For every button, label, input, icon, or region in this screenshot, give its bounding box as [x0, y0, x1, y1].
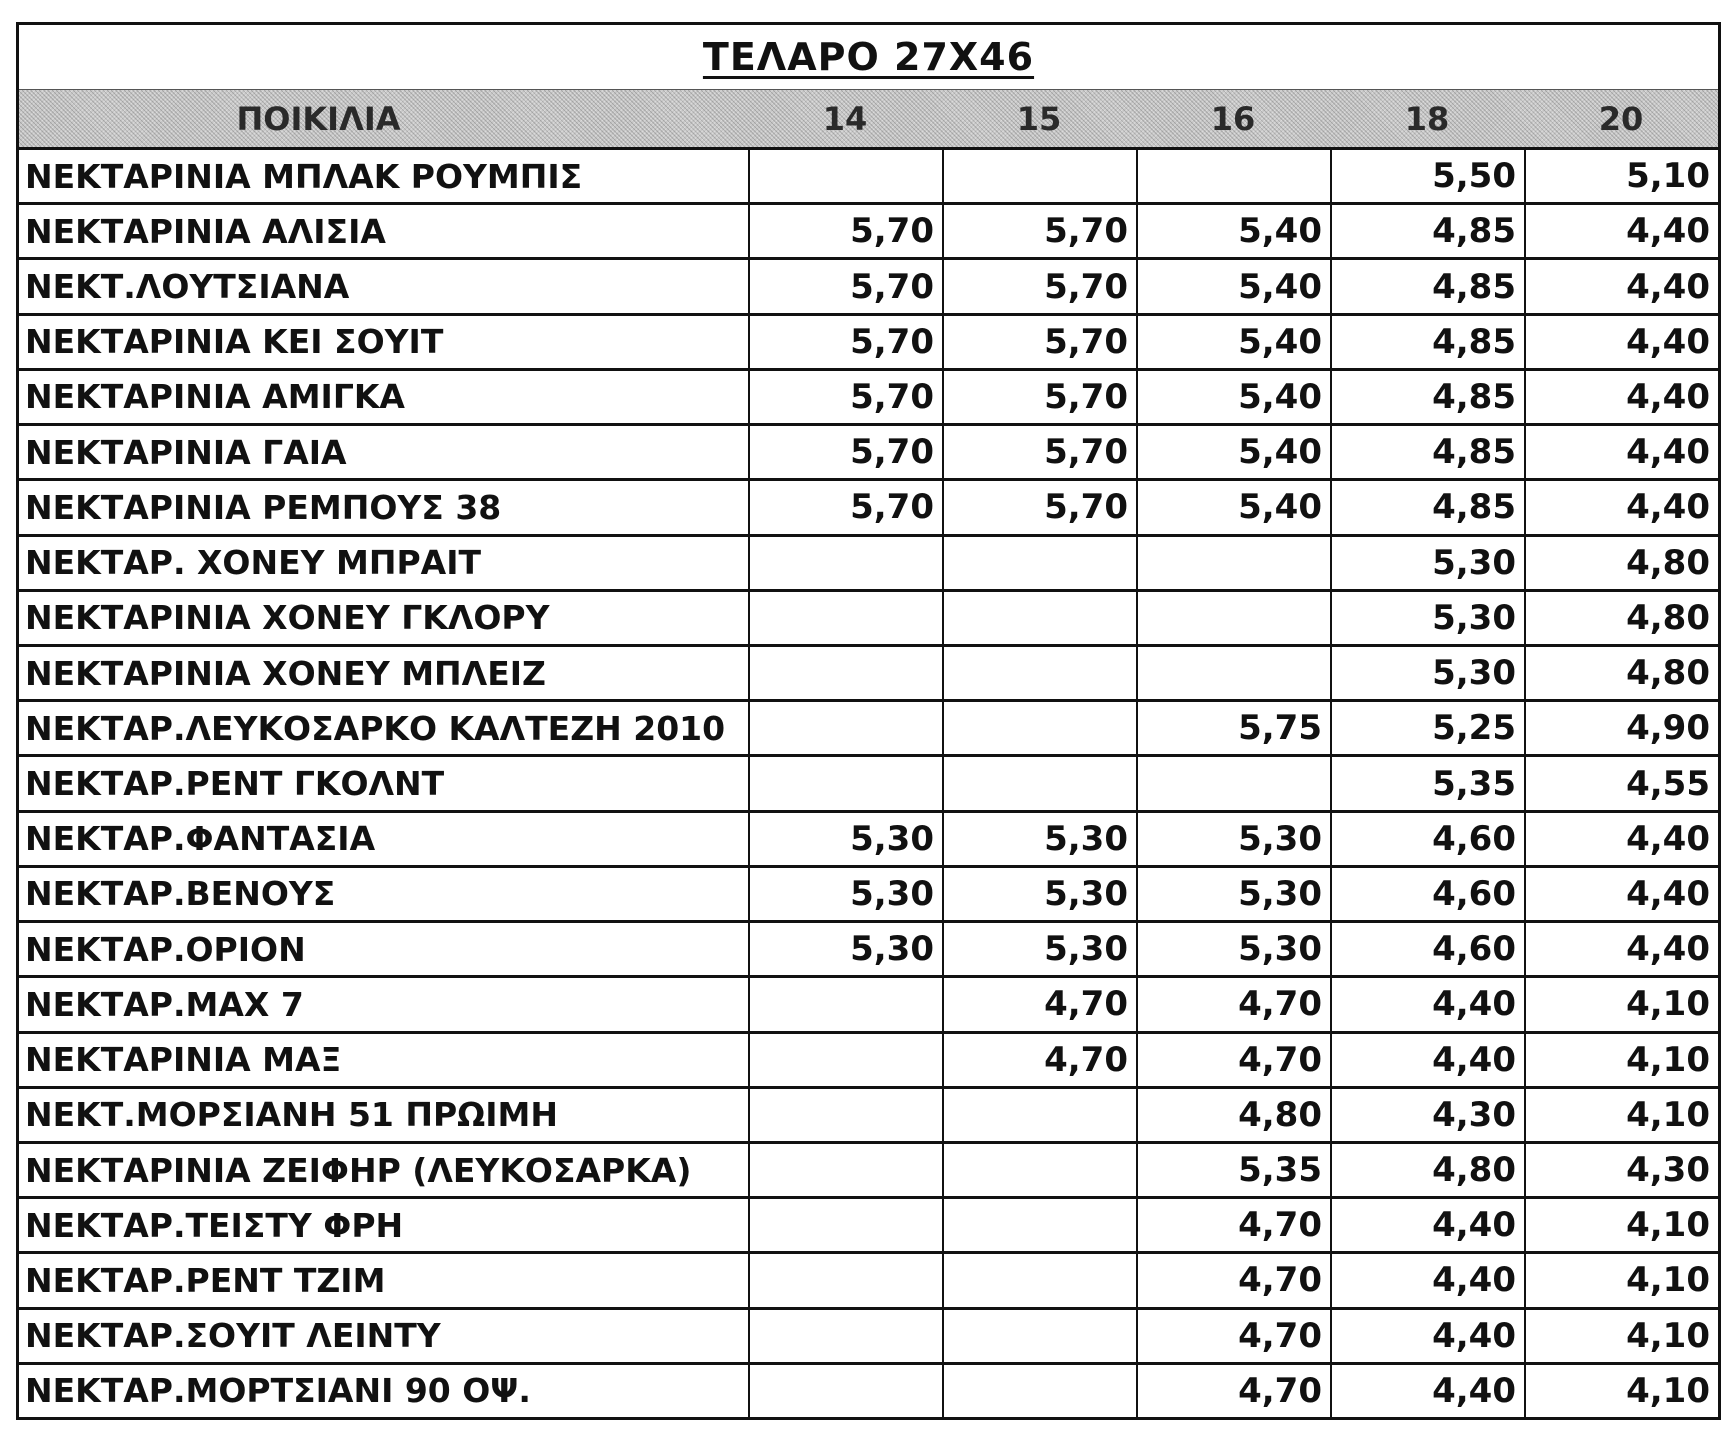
price-cell-16 [1136, 537, 1330, 589]
variety-cell: ΝΕΚΤΑΡΙΝΙΑ ΑΜΙΓΚΑ [25, 377, 405, 417]
price-cell-20: 4,40 [1524, 868, 1718, 920]
price-cell-18: 5,35 [1330, 757, 1524, 809]
price-cell-20: 4,40 [1524, 260, 1718, 312]
price-cell-14 [748, 592, 942, 644]
price-cell-14: 5,70 [748, 426, 942, 478]
price-cell-20: 4,30 [1524, 1144, 1718, 1196]
price-cell-18: 4,60 [1330, 868, 1524, 920]
table-row [19, 371, 1718, 426]
price-cell-20: 4,10 [1524, 1365, 1718, 1417]
price-cell-14 [748, 647, 942, 699]
table-row [19, 1034, 1718, 1089]
price-cell-16: 5,40 [1136, 205, 1330, 257]
price-cell-16: 4,80 [1136, 1089, 1330, 1141]
price-cell-15 [942, 592, 1136, 644]
price-cell-14 [748, 978, 942, 1030]
price-cell-18: 4,80 [1330, 1144, 1524, 1196]
price-table [16, 22, 1721, 1420]
price-cell-20: 4,80 [1524, 647, 1718, 699]
price-cell-15: 5,70 [942, 426, 1136, 478]
price-cell-15: 5,30 [942, 923, 1136, 975]
price-cell-14 [748, 1365, 942, 1417]
price-cell-16 [1136, 757, 1330, 809]
column-header-variety: ΠΟΙΚΙΛΙΑ [236, 99, 401, 138]
price-cell-18: 4,30 [1330, 1089, 1524, 1141]
price-cell-15: 5,70 [942, 481, 1136, 533]
table-row [19, 1199, 1718, 1254]
column-header-20: 20 [1598, 99, 1644, 138]
price-cell-14: 5,70 [748, 371, 942, 423]
price-cell-20: 4,10 [1524, 1254, 1718, 1306]
variety-cell: ΝΕΚΤΑΡ.ΜΑΧ 7 [25, 984, 304, 1024]
price-cell-14: 5,70 [748, 481, 942, 533]
variety-cell: ΝΕΚΤ.ΜΟΡΣΙΑΝΗ 51 ΠΡΩΙΜΗ [25, 1095, 558, 1135]
table-row [19, 592, 1718, 647]
table-row [19, 757, 1718, 812]
price-cell-18: 5,30 [1330, 647, 1524, 699]
price-cell-15: 4,70 [942, 978, 1136, 1030]
table-row [19, 150, 1718, 205]
title-row [19, 25, 1718, 90]
price-cell-18: 4,40 [1330, 1365, 1524, 1417]
price-cell-20: 4,10 [1524, 1034, 1718, 1086]
table-body [19, 150, 1718, 1417]
price-cell-15 [942, 647, 1136, 699]
price-cell-16: 5,30 [1136, 868, 1330, 920]
price-cell-18: 4,40 [1330, 1034, 1524, 1086]
variety-cell: ΝΕΚΤΑΡΙΝΙΑ ΚΕΙ ΣΟΥΙΤ [25, 322, 444, 362]
price-cell-20: 4,40 [1524, 426, 1718, 478]
price-cell-18: 4,40 [1330, 1254, 1524, 1306]
price-cell-20: 4,55 [1524, 757, 1718, 809]
variety-cell: ΝΕΚΤΑΡΙΝΙΑ ΓΑΙΑ [25, 432, 347, 472]
table-row [19, 426, 1718, 481]
price-cell-20: 4,40 [1524, 481, 1718, 533]
table-row [19, 813, 1718, 868]
price-cell-14: 5,30 [748, 868, 942, 920]
table-row [19, 1254, 1718, 1309]
variety-cell: ΝΕΚΤΑΡ.ΟΡΙΟΝ [25, 929, 306, 969]
table-row [19, 205, 1718, 260]
variety-cell: ΝΕΚΤΑΡ.ΦΑΝΤΑΣΙΑ [25, 819, 376, 859]
price-cell-16: 4,70 [1136, 1034, 1330, 1086]
price-cell-16: 4,70 [1136, 1199, 1330, 1251]
variety-cell: ΝΕΚΤΑΡΙΝΙΑ ΑΛΙΣΙΑ [25, 211, 386, 251]
price-cell-18: 4,85 [1330, 316, 1524, 368]
price-cell-18: 4,40 [1330, 1310, 1524, 1362]
price-cell-20: 4,40 [1524, 813, 1718, 865]
price-cell-16 [1136, 592, 1330, 644]
table-title: ΤΕΛΑΡΟ 27Χ46 [702, 35, 1035, 79]
table-row [19, 481, 1718, 536]
price-cell-16 [1136, 150, 1330, 202]
variety-cell: ΝΕΚΤΑΡΙΝΙΑ ΖΕΙΦΗΡ (ΛΕΥΚΟΣΑΡΚΑ) [25, 1150, 692, 1190]
price-cell-14: 5,70 [748, 316, 942, 368]
variety-cell: ΝΕΚΤΑΡΙΝΙΑ ΧΟΝΕΥ ΜΠΛΕΙΖ [25, 653, 546, 693]
price-cell-15: 5,30 [942, 868, 1136, 920]
variety-cell: ΝΕΚΤΑΡΙΝΙΑ ΜΑΞ [25, 1040, 342, 1080]
price-cell-16: 5,40 [1136, 260, 1330, 312]
price-cell-20: 4,10 [1524, 1089, 1718, 1141]
price-cell-20: 4,80 [1524, 537, 1718, 589]
table-row [19, 923, 1718, 978]
price-cell-14: 5,30 [748, 923, 942, 975]
price-cell-16: 5,35 [1136, 1144, 1330, 1196]
price-cell-16: 5,75 [1136, 702, 1330, 754]
variety-cell: ΝΕΚΤΑΡ. ΧΟΝΕΥ ΜΠΡΑΙΤ [25, 543, 482, 583]
price-cell-15: 5,30 [942, 813, 1136, 865]
variety-cell: ΝΕΚΤΑΡ.ΡΕΝΤ ΤΖΙΜ [25, 1260, 386, 1300]
price-cell-16: 5,30 [1136, 923, 1330, 975]
price-cell-20: 4,40 [1524, 923, 1718, 975]
price-cell-18: 4,40 [1330, 978, 1524, 1030]
price-cell-16: 5,40 [1136, 371, 1330, 423]
price-cell-14 [748, 1144, 942, 1196]
price-cell-16: 4,70 [1136, 1310, 1330, 1362]
table-row [19, 1310, 1718, 1365]
variety-cell: ΝΕΚΤΑΡ.ΛΕΥΚΟΣΑΡΚΟ ΚΑΛΤΕΖΗ 2010 [25, 708, 726, 748]
price-cell-15 [942, 702, 1136, 754]
price-cell-20: 4,80 [1524, 592, 1718, 644]
price-cell-14: 5,70 [748, 260, 942, 312]
price-cell-18: 4,85 [1330, 260, 1524, 312]
variety-cell: ΝΕΚΤΑΡΙΝΙΑ ΜΠΛΑΚ ΡΟΥΜΠΙΣ [25, 156, 583, 196]
price-cell-15: 5,70 [942, 260, 1136, 312]
price-cell-14: 5,30 [748, 813, 942, 865]
variety-cell: ΝΕΚΤΑΡ.ΣΟΥΙΤ ΛΕΙΝΤΥ [25, 1316, 441, 1356]
price-cell-18: 4,60 [1330, 923, 1524, 975]
price-cell-15 [942, 1254, 1136, 1306]
price-cell-14 [748, 1089, 942, 1141]
price-cell-18: 5,30 [1330, 537, 1524, 589]
price-cell-14 [748, 537, 942, 589]
price-cell-14 [748, 757, 942, 809]
variety-cell: ΝΕΚΤΑΡΙΝΙΑ ΡΕΜΠΟΥΣ 38 [25, 487, 502, 527]
column-header-18: 18 [1404, 99, 1450, 138]
price-cell-20: 4,40 [1524, 205, 1718, 257]
variety-cell: ΝΕΚΤΑΡ.ΡΕΝΤ ΓΚΟΛΝΤ [25, 764, 445, 804]
table-row [19, 978, 1718, 1033]
table-row [19, 647, 1718, 702]
price-cell-15 [942, 537, 1136, 589]
price-cell-20: 4,40 [1524, 316, 1718, 368]
price-cell-15 [942, 1089, 1136, 1141]
table-row [19, 316, 1718, 371]
price-cell-18: 4,60 [1330, 813, 1524, 865]
price-cell-18: 5,50 [1330, 150, 1524, 202]
variety-cell: ΝΕΚΤΑΡ.ΒΕΝΟΥΣ [25, 874, 336, 914]
price-cell-20: 4,10 [1524, 1199, 1718, 1251]
price-cell-15: 5,70 [942, 371, 1136, 423]
price-cell-18: 4,85 [1330, 205, 1524, 257]
table-row [19, 1365, 1718, 1417]
price-cell-14 [748, 1254, 942, 1306]
price-cell-16: 5,40 [1136, 481, 1330, 533]
price-cell-16: 5,30 [1136, 813, 1330, 865]
price-cell-20: 4,40 [1524, 371, 1718, 423]
price-cell-15 [942, 1199, 1136, 1251]
price-cell-15 [942, 1144, 1136, 1196]
price-cell-20: 4,10 [1524, 1310, 1718, 1362]
price-cell-20: 4,90 [1524, 702, 1718, 754]
price-cell-15: 5,70 [942, 316, 1136, 368]
price-cell-14: 5,70 [748, 205, 942, 257]
price-cell-15 [942, 150, 1136, 202]
variety-cell: ΝΕΚΤΑΡ.ΤΕΙΣΤΥ ΦΡΗ [25, 1205, 404, 1245]
table-row [19, 868, 1718, 923]
table-row [19, 260, 1718, 315]
table-row [19, 1089, 1718, 1144]
price-cell-20: 5,10 [1524, 150, 1718, 202]
price-cell-16: 4,70 [1136, 978, 1330, 1030]
price-cell-14 [748, 150, 942, 202]
price-cell-18: 5,25 [1330, 702, 1524, 754]
price-cell-18: 5,30 [1330, 592, 1524, 644]
variety-cell: ΝΕΚΤΑΡ.ΜΟΡΤΣΙΑΝΙ 90 ΟΨ. [25, 1371, 531, 1411]
price-cell-16 [1136, 647, 1330, 699]
column-header-15: 15 [1016, 99, 1062, 138]
price-cell-15: 4,70 [942, 1034, 1136, 1086]
price-cell-14 [748, 1310, 942, 1362]
price-cell-16: 4,70 [1136, 1365, 1330, 1417]
price-cell-18: 4,85 [1330, 371, 1524, 423]
price-cell-15 [942, 1310, 1136, 1362]
price-cell-16: 5,40 [1136, 426, 1330, 478]
price-cell-14 [748, 702, 942, 754]
price-cell-18: 4,40 [1330, 1199, 1524, 1251]
header-row [19, 90, 1718, 150]
price-cell-15 [942, 1365, 1136, 1417]
column-header-16: 16 [1210, 99, 1256, 138]
column-header-14: 14 [822, 99, 868, 138]
price-cell-15 [942, 757, 1136, 809]
price-cell-18: 4,85 [1330, 426, 1524, 478]
price-cell-15: 5,70 [942, 205, 1136, 257]
variety-cell: ΝΕΚΤ.ΛΟΥΤΣΙΑΝΑ [25, 267, 350, 307]
price-cell-14 [748, 1199, 942, 1251]
table-row [19, 537, 1718, 592]
table-row [19, 702, 1718, 757]
variety-cell: ΝΕΚΤΑΡΙΝΙΑ ΧΟΝΕΥ ΓΚΛΟΡΥ [25, 598, 550, 638]
price-cell-14 [748, 1034, 942, 1086]
price-cell-16: 4,70 [1136, 1254, 1330, 1306]
price-cell-20: 4,10 [1524, 978, 1718, 1030]
price-cell-16: 5,40 [1136, 316, 1330, 368]
price-cell-18: 4,85 [1330, 481, 1524, 533]
table-row [19, 1144, 1718, 1199]
